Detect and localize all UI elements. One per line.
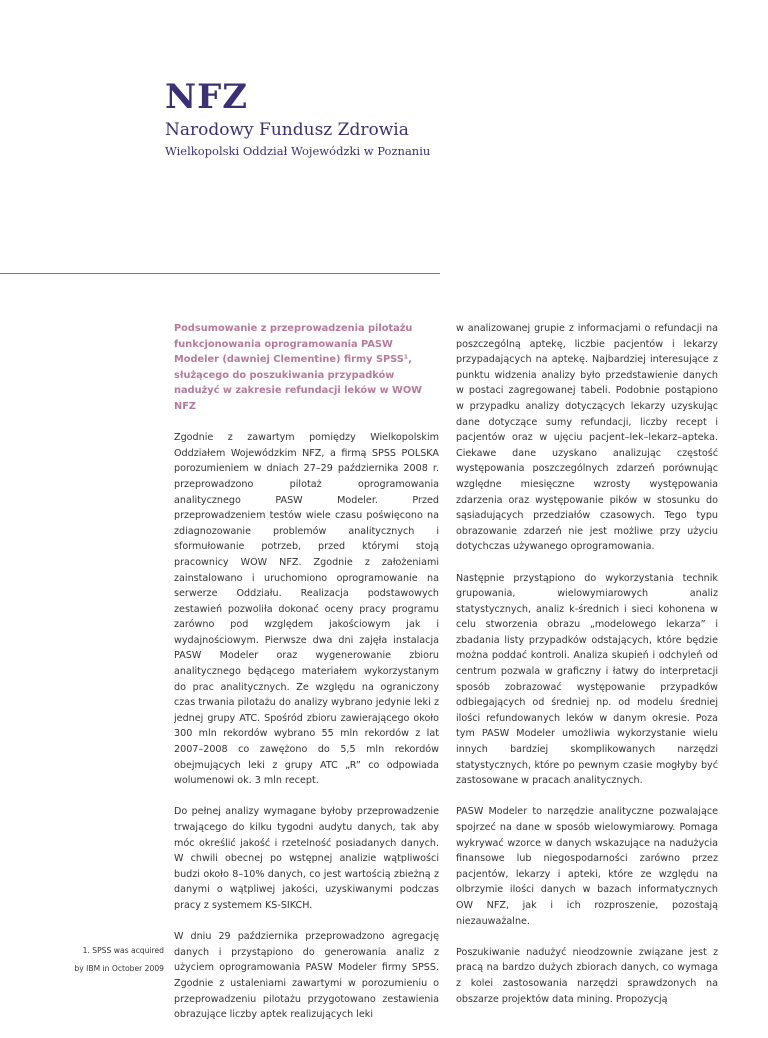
nfz-logo: NFZ bbox=[165, 77, 249, 117]
article-heading: Podsumowanie z przeprowadzenia pilotażu funkcjonowania oprogramowania PASW Modeler (dawniej Clementine) firmy SPSS¹, służącego do poszukiwania przypadków nadużyć w zakresie refundacji leków w WOW NFZ bbox=[174, 323, 422, 412]
footnote bbox=[40, 942, 164, 978]
org-name: Narodowy Fundusz Zdrowia bbox=[165, 120, 409, 140]
right-column bbox=[456, 321, 718, 1023]
footnote-line: 1. SPSS was acquired bbox=[82, 946, 164, 955]
footnote-line: by IBM in October 2009 bbox=[74, 964, 164, 973]
paragraph: Poszukiwanie nadużyć nieodzownie związane jest z pracą na bardzo dużych zbiorach danych, co wymaga z kolei zastosowania narzędzi sprawdzonych na obszarze projektów data mining. Propozycją bbox=[456, 946, 718, 1005]
paragraph: PASW Modeler to narzędzie analityczne pozwalające spojrzeć na dane w sposób wielowymiarowy. Pomaga wykrywać wzorce w danych wskazujące na nadużycia finansowe lub niegospodarności zarówno przez pacjentów, lekarzy i apteki, które ze względu na olbrzymie ilości danych w bazach informatycznych OW NFZ, jak i ich rozproszenie, pozostają niezauważalne. bbox=[456, 806, 718, 927]
paragraph: Zgodnie z zawartym pomiędzy Wielkopolskim Oddziałem Wojewódzkim NFZ, a firmą SPSS POLSKA porozumieniem w dniach 27–29 października 2008 r. przeprowadzono pilotaż oprogramowania analitycznego PASW Modeler. Przed przeprowadzeniem testów wiele czasu poświęcono na zdiagnozowanie problemów analitycznych i sformułowanie potrzeb, przed którymi stoją pracownicy WOW NFZ. Zgodnie z założeniami zainstalowano i uruchomiono oprogramowanie na serwerze Oddziału. Realizacja podstawowych zestawień pozwoliła dokonać oceny pracy programu zarówno pod względem jakościowym jak i wydajnościowym. Pierwsze dwa dni zajęła instalacja PASW Modeler oraz wygenerowanie zbioru analitycznego będącego materiałem wykorzystanym do prac analitycznych. Ze względu na ograniczony czas trwania pilotażu do analizy wybrano jedynie leki z jednej grupy ATC. Spośród zbioru zawierającego około 300 mln rekordów wybrano 55 mln rekordów z lat 2007–2008 co zawężono do 5,5 mln rekordów obejmujących leki z grupy ATC „R” co odpowiada wolumenowi ok. 3 mln recept. bbox=[174, 432, 439, 787]
paragraph: Do pełnej analizy wymagane byłoby przeprowadzenie trwającego do kilku tygodni audytu danych, tak aby móc określić jakość i rzetelność posiadanych danych. W chwili obecnej po wstępnej analizie wątpliwości budzi około 8–10% danych, co jest wartością zbieżną z danymi o wątpliwej jakości, uzyskiwanymi podczas pracy z systemem KS-SIKCH. bbox=[174, 806, 439, 911]
paragraph: Następnie przystąpiono do wykorzystania technik grupowania, wielowymiarowych analiz statystycznych, analiz k-średnich i sieci kohonena w celu stworzenia obrazu „modelowego lekarza” i zbadania listy przypadków odstających, które będzie można poddać kontroli. Analiza skupień i odchyleń od centrum pozwala w graficzny i łatwy do interpretacji sposób zobrazować występowanie przypadków odbiegających od średniej np. od modelu średniej ilości refundowanych leków w danym okresie. Poza tym PASW Modeler umożliwia wykorzystanie wielu innych bardziej skomplikowanych narzędzi statystycznych, które po pewnym czasie mogłyby być zastosowane w pracach analitycznych. bbox=[456, 572, 718, 787]
org-branch: Wielkopolski Oddział Wojewódzki w Poznaniu bbox=[165, 144, 431, 158]
left-column bbox=[174, 321, 439, 1038]
paragraph: W dniu 29 października przeprowadzono agregację danych i przystąpiono do generowania analiz z użyciem oprogramowania PASW Modeler firmy SPSS. Zgodnie z ustaleniami zawartymi w porozumieniu o przeprowadzeniu pilotażu przygotowano zestawienia obrazujące liczby aptek realizujących leki bbox=[174, 931, 439, 1021]
divider-line bbox=[0, 273, 440, 274]
paragraph: w analizowanej grupie z informacjami o refundacji na poszczególną aptekę, liczbie pacjentów i lekarzy przypadających na aptekę. Najbardziej interesujące z punktu widzenia analizy było przedstawienie danych w postaci zagregowanej tabeli. Podobnie postąpiono w przypadku analizy dotyczących lekarzy uzyskując dane dotyczące sumy refundacji, liczby recept i pacjentów oraz w ujęciu pacjent–lek–lekarz–apteka. Ciekawe dane uzyskano analizując częstość występowania poszczególnych zdarzeń porównując względne miesięczne wzrosty występowania zdarzenia oraz występowanie pików w stosunku do sąsiadujących przedziałów czasowych. Tego typu obrazowanie zdarzeń nie jest możliwe przy użyciu dotychczas używanego oprogramowania. bbox=[456, 323, 718, 553]
